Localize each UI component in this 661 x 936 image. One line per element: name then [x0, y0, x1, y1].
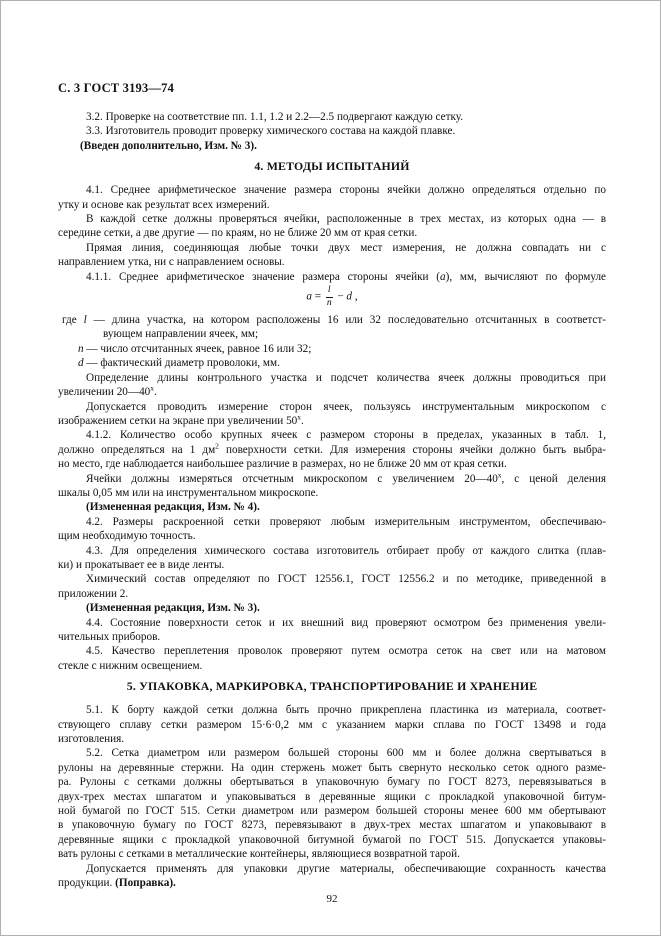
text-run: 3.3. Изготовитель проводит проверку химического состава на каждой плавке. [86, 125, 456, 138]
formula-equals: = [311, 290, 324, 303]
text-run: n [78, 342, 84, 355]
text-line [58, 469, 606, 486]
text-run: изготовления. [58, 733, 125, 746]
page-number: 92 [326, 892, 338, 905]
text-run: изображением сетки на экране при увеличении 50 [58, 414, 298, 427]
text-line [58, 385, 606, 399]
text-run: середине сетки, а две другие — по краям, но не ближе 20 мм от края сетки. [58, 227, 418, 240]
text-line [58, 198, 606, 212]
text-run: d [78, 357, 84, 370]
text-run: (Введен дополнительно, Изм. № 3). [80, 139, 257, 152]
document-body [58, 110, 606, 891]
text-line [58, 342, 606, 356]
text-line [58, 587, 606, 601]
text-line [58, 804, 606, 818]
text-line [58, 457, 606, 471]
text-run: поверхности сетки. Для измерения стороны ячейки должно быть выбра- [218, 443, 606, 456]
text-line [58, 226, 606, 240]
text-run: где [62, 314, 84, 327]
text-line [58, 876, 606, 890]
formula-numerator: l [326, 286, 333, 298]
text-run: ра. Рулоны с сетками должны обертываться в упаковочную бумагу по ГОСТ 8273, перевязываться в [58, 776, 606, 789]
text-run: (Измененная редакция, Изм. № 4). [86, 501, 260, 514]
text-run: — длина участка, на котором расположены 16 или 32 последовательно отсчитанных в соответст- [86, 314, 606, 327]
text-line [58, 270, 606, 284]
text-run: приложении 2. [58, 587, 129, 600]
text-line [58, 572, 606, 586]
text-run: деревянные ящики с прокладкой упаковочной битумной бумагой по ГОСТ 515. Допускается упаковы- [58, 833, 606, 846]
text-run: 4.1.1. Среднее арифметическое значение размера стороны ячейки ( [86, 270, 440, 283]
text-line [58, 313, 606, 327]
text-run: продукции. [58, 877, 116, 890]
text-line [58, 558, 606, 572]
text-run: но место, где наблюдается наибольшее различие в размерах, но не ближе 20 мм от края сетки. [58, 458, 507, 471]
formula-rhs: d [346, 290, 353, 303]
text-run: (Измененная редакция, Изм. № 3). [86, 602, 260, 615]
text-run: рулоны на деревянные стержни. На один стержень может быть свернуто несколько сеток одного разме- [58, 761, 606, 774]
text-run: х [150, 383, 155, 393]
text-run: — число отсчитанных ячеек, равное 16 или 32; [83, 342, 312, 355]
formula [58, 286, 606, 310]
text-line [58, 515, 606, 529]
text-run: 4.5. Качество переплетения проволок проверяют путем осмотра сеток на свет или на матовом [86, 645, 606, 658]
text-line [58, 616, 606, 630]
formula-denominator: n [326, 297, 332, 308]
text-line [58, 139, 606, 153]
text-run: — фактический диаметр проволоки, мм. [83, 357, 280, 370]
text-run: 4.2. Размеры раскроенной сетки проверяют любым измерительным инструментом, обеспечиваю- [86, 515, 606, 528]
text-run: 4.1. Среднее арифметическое значение размера стороны ячейки должно определяться отдельно по [86, 184, 606, 197]
text-run: должно определяться на 1 дм [58, 443, 216, 456]
text-line [58, 500, 606, 514]
formula-minus: − [334, 290, 347, 303]
text-line [58, 630, 606, 644]
text-line [58, 659, 606, 673]
text-run: 3.2. Проверке на соответствие пп. 1.1, 1.2 и 2.2—2.5 подвергают каждую сетку. [86, 111, 464, 123]
text-line [58, 544, 606, 558]
text-line [58, 703, 606, 717]
text-run: . [301, 414, 304, 427]
text-run: х [497, 469, 502, 479]
text-line [58, 486, 606, 500]
section-heading: 4. МЕТОДЫ ИСПЫТАНИЙ [254, 159, 410, 174]
text-run: в упаковочную бумагу по ГОСТ 8273, перевязывают в двух-трех местах шпагатом и упаковывают в [58, 819, 606, 832]
text-line [58, 862, 606, 876]
text-run: ), мм, вычисляют по формуле [445, 270, 606, 283]
text-run: В каждой сетке должны проверяться ячейки, расположенные в трех местах, из которых одна — в [86, 213, 606, 226]
text-run: Определение длины контрольного участка и подсчет количества ячеек должны проводиться при [86, 371, 606, 384]
page-header: С. 3 ГОСТ 3193—74 [58, 81, 175, 95]
text-run: направлением утка, ни с направлением основы. [58, 256, 285, 269]
text-line [58, 110, 606, 124]
formula-fraction [326, 286, 333, 308]
text-run: ки) и прокатывает ее в виде ленты. [58, 558, 225, 571]
text-run: 5.1. К борту каждой сетки должна быть прочно прикреплена пластинка из материала, соответ- [86, 704, 606, 717]
text-run: , с ценой деления [501, 472, 606, 485]
text-run: Допускается проводить измерение сторон ячеек, пользуясь инструментальным микроскопом с [86, 400, 606, 413]
text-run: увеличении 20—40 [58, 386, 151, 399]
text-run: вующем направлении ячеек, мм; [103, 328, 259, 341]
text-run: а [440, 270, 446, 283]
text-run: l [83, 314, 87, 327]
text-line [58, 327, 606, 341]
text-line [58, 790, 606, 804]
page-content [58, 81, 606, 905]
text-run: 4.1.2. Количество особо крупных ячеек с размером стороны в пределах, указанных в табл. 1, [86, 429, 606, 442]
text-run: 4.3. Для определения химического состава изготовитель отбирает пробу от каждого слитка (плав- [86, 544, 606, 557]
text-line [58, 183, 606, 197]
text-run: х [297, 412, 302, 422]
text-line [58, 746, 606, 760]
text-run: утку и основе как результат всех измерений. [58, 198, 270, 211]
text-run: чительных приборов. [58, 631, 161, 643]
text-line [58, 644, 606, 658]
text-run: ствующего сплаву сетки размером 15·6·0,2 мм с указанием марки сплава по ГОСТ 13498 и года [58, 718, 606, 731]
text-run: . [154, 386, 157, 399]
text-run: 2 [215, 440, 219, 450]
text-run: Допускается применять для упаковки другие материалы, обеспечивающие сохранность качества [86, 862, 606, 875]
text-run: шкалы 0,05 мм или на инструментальном микроскопе. [58, 486, 319, 499]
text-line [58, 601, 606, 615]
text-line [58, 400, 606, 414]
text-run: (Поправка). [115, 877, 176, 890]
text-run: 4.4. Состояние поверхности сеток и их внешний вид проверяют осмотром без применения увели- [86, 616, 606, 629]
formula-lhs: a [306, 290, 312, 303]
text-line [58, 847, 606, 861]
text-line [58, 414, 606, 428]
text-run: Ячейки должны измеряться отсчетным микроскопом с увеличением 20—40 [86, 472, 498, 485]
text-line [58, 428, 606, 442]
text-line [58, 124, 606, 138]
text-line [58, 833, 606, 847]
text-line [58, 775, 606, 789]
text-line [58, 761, 606, 775]
text-run: ной бумагой по ГОСТ 515. Сетки диаметром или размером большей стороны менее 600 мм обертывают [58, 805, 606, 818]
text-line [58, 212, 606, 226]
formula-comma: , [352, 290, 358, 303]
text-line [58, 356, 606, 370]
text-run: щим необходимую точность. [58, 530, 196, 543]
section-heading: 5. УПАКОВКА, МАРКИРОВКА, ТРАНСПОРТИРОВАНИЕ И ХРАНЕНИЕ [126, 679, 538, 694]
text-line [58, 529, 606, 543]
text-run: вать рулоны с сетками в металлические контейнеры, являющиеся возвратной тарой. [58, 848, 460, 861]
text-line [58, 818, 606, 832]
text-line [58, 255, 606, 269]
text-line [58, 440, 606, 457]
text-run: Прямая линия, соединяющая любые точки двух мест измерения, не должна совпадать ни с [86, 241, 606, 254]
text-run: Химический состав определяют по ГОСТ 12556.1, ГОСТ 12556.2 и по методике, приведенной в [86, 573, 606, 586]
text-run: двух-трех местах шпагатом и упаковываться в деревянные ящики с прокладкой упаковочной битум- [58, 790, 606, 803]
text-line [58, 718, 606, 732]
text-line [58, 732, 606, 746]
text-line [58, 371, 606, 385]
text-line [58, 241, 606, 255]
text-run: стекле с нижним освещением. [58, 659, 203, 672]
text-run: 5.2. Сетка диаметром или размером большей стороны 600 мм и более должна свертываться в [86, 747, 606, 760]
